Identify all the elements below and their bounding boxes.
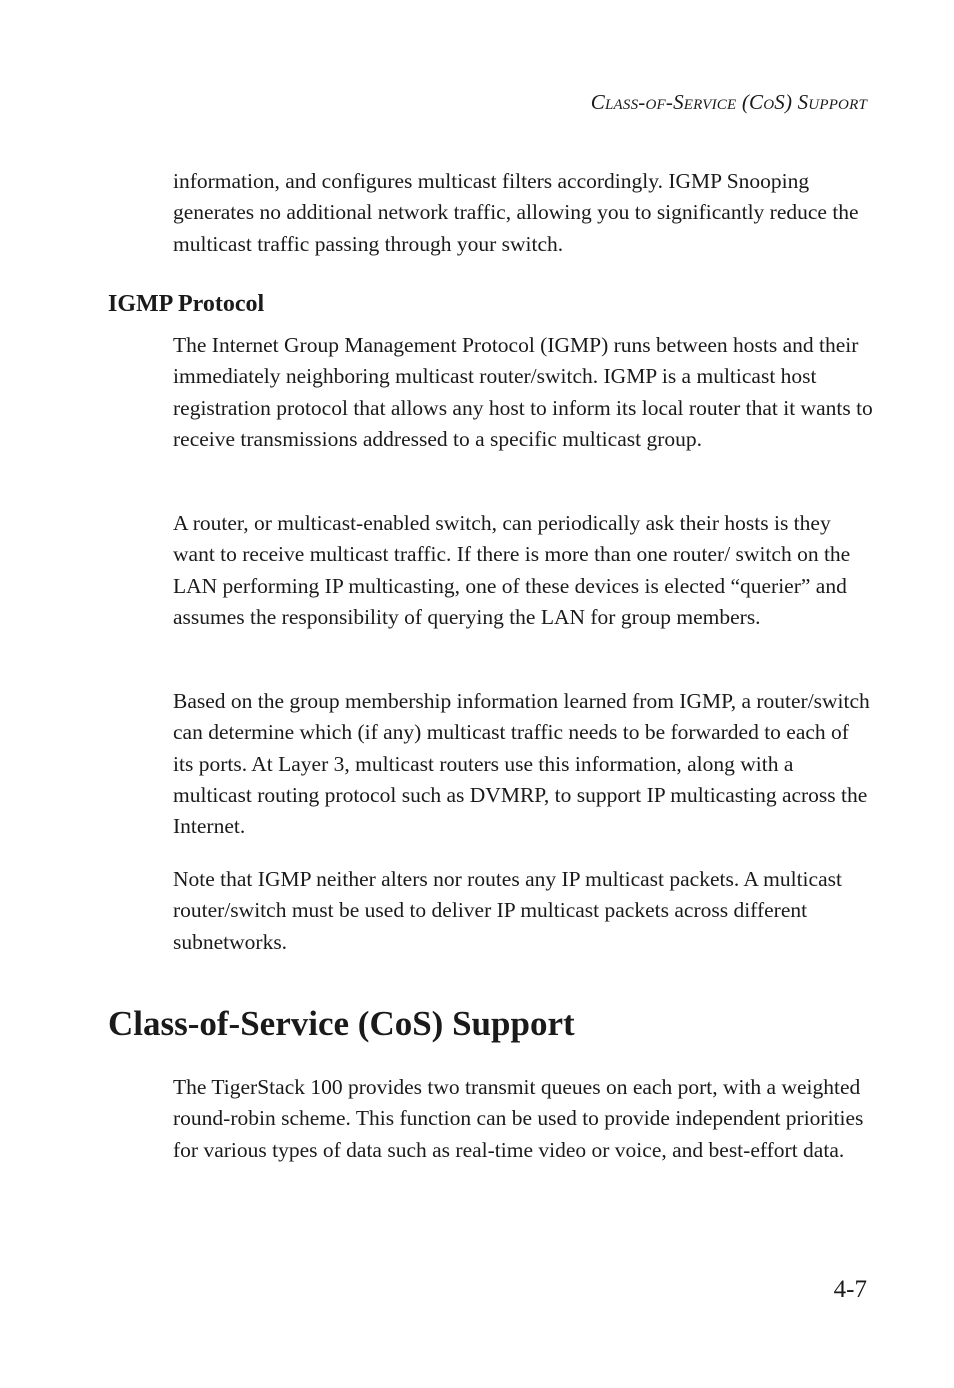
igmp-protocol-heading: IGMP Protocol — [108, 291, 265, 317]
page-number: 4-7 — [833, 1276, 867, 1303]
running-header: Class-of-Service (CoS) Support — [590, 90, 867, 114]
igmp-paragraph-2: A router, or multicast-enabled switch, can periodically ask their hosts is they want to receive multicast traffic. If there is more than one router/ switch on the LAN performing IP multicasting, one of these devices is elected “querier” and assumes the responsibility of querying the LAN for group members. — [173, 511, 851, 629]
cos-paragraph-1: The TigerStack 100 provides two transmit queues on each port, with a weighted round-robin scheme. This function can be used to provide independent priorities for various types of data such as real-time video or voice, and best-effort data. — [173, 1075, 864, 1162]
igmp-paragraph-3: Based on the group membership information learned from IGMP, a router/switch can determine which (if any) multicast traffic needs to be forwarded to each of its ports. At Layer 3, multicast routers use this information, along with a multicast routing protocol such as DVMRP, to support IP multicasting across the Internet. — [173, 689, 870, 839]
igmp-paragraph-4: Note that IGMP neither alters nor routes any IP multicast packets. A multicast router/switch must be used to deliver IP multicast packets across different subnetworks. — [173, 867, 842, 954]
intro-paragraph: information, and configures multicast filters accordingly. IGMP Snooping generates no additional network traffic, allowing you to significantly reduce the multicast traffic passing through your switch. — [173, 169, 859, 256]
cos-section-title: Class-of-Service (CoS) Support — [108, 1004, 575, 1043]
igmp-paragraph-1: The Internet Group Management Protocol (IGMP) runs between hosts and their immediately neighboring multicast router/switch. IGMP is a multicast host registration protocol that allows any host to inform its local router that it wants to receive transmissions addressed to a specific multicast group. — [173, 333, 873, 451]
